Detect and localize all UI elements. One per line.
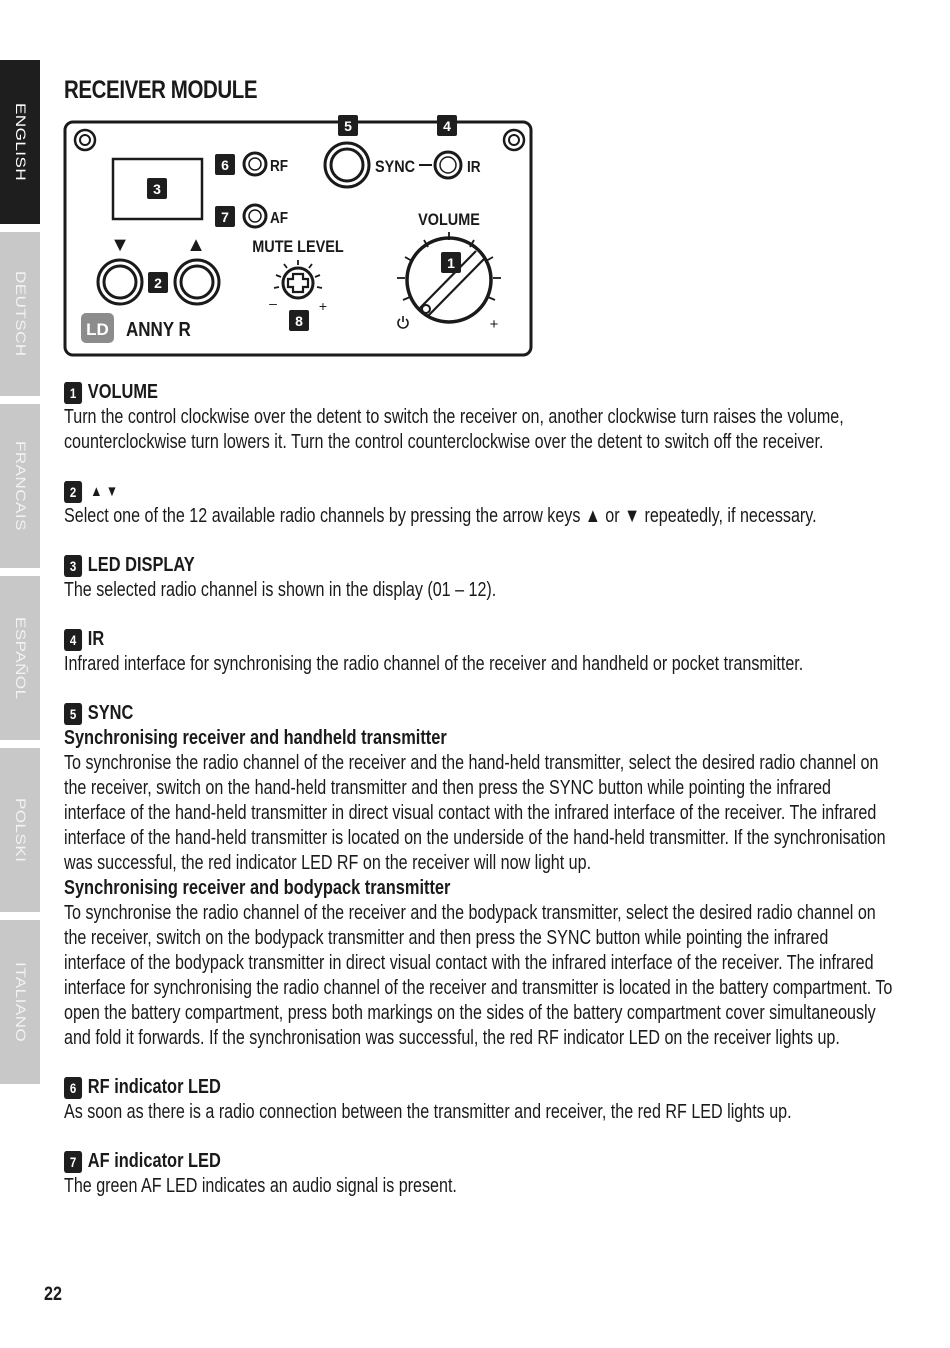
section-number-badge: 5 [64, 703, 82, 725]
section-ir [64, 627, 894, 677]
ir-label: IR [467, 159, 481, 177]
arrow-down-icon: ▼ [110, 234, 130, 256]
ir-sensor [435, 152, 461, 178]
tab-espanol[interactable] [0, 576, 40, 740]
section-title: LED DISPLAY [87, 554, 195, 576]
section-title: ▲ ▼ [90, 483, 119, 500]
section-heading [64, 553, 745, 578]
section-number-badge: 2 [64, 481, 82, 503]
brand-logo-text: LD [86, 320, 109, 339]
tab-polski[interactable] [0, 748, 40, 912]
badge-1-label: 1 [447, 255, 455, 271]
tab-francais-label: FRANCAIS [12, 441, 28, 531]
section-af-led [64, 1149, 894, 1199]
section-rf-led [64, 1075, 894, 1125]
section-heading [64, 1075, 745, 1100]
section-text: Turn the control clockwise over the detent to switch the receiver on, another clockwise turn raises the volume, counterclockwise turn lowers it. Turn the control counterclockwise over the detent to switch off the receiver. [64, 406, 844, 453]
section-heading [64, 479, 745, 504]
channel-up-button[interactable] [175, 260, 219, 304]
section-volume [64, 380, 894, 455]
af-led [244, 205, 266, 227]
badge-6-label: 6 [221, 157, 229, 173]
section-text: As soon as there is a radio connection between the transmitter and receiver, the red RF LED lights up. [64, 1101, 792, 1123]
badge-3-label: 3 [153, 181, 161, 197]
volume-knob[interactable] [397, 232, 501, 322]
arrow-up-icon: ▲ [186, 234, 206, 256]
tab-deutsch-label: DEUTSCH [12, 271, 28, 357]
screw-right-icon [504, 130, 524, 150]
tab-english-label: ENGLISH [12, 102, 28, 182]
badge-5-label: 5 [344, 118, 352, 134]
section-title: VOLUME [87, 381, 158, 403]
section-number-badge: 1 [64, 382, 82, 404]
page-number: 22 [44, 1284, 62, 1305]
section-heading [64, 1149, 745, 1174]
subsection-heading-handheld: Synchronising receiver and handheld transmitter [64, 727, 447, 749]
rf-led [244, 153, 266, 175]
section-heading [64, 627, 745, 652]
section-heading [64, 380, 745, 405]
af-label: AF [270, 210, 289, 228]
tab-polski-label: POLSKI [12, 797, 28, 863]
mute-level-label: MUTE LEVEL [252, 237, 344, 257]
page-title: RECEIVER MODULE [64, 76, 258, 104]
badge-8-label: 8 [295, 313, 303, 329]
mute-minus-label: – [269, 295, 277, 311]
section-text: Select one of the 12 available radio channels by pressing the arrow keys ▲ or ▼ repeatedly, if necessary. [64, 505, 817, 527]
receiver-module-diagram [62, 110, 536, 360]
rf-label: RF [270, 158, 289, 176]
section-number-badge: 4 [64, 629, 82, 651]
section-text: Infrared interface for synchronising the radio channel of the receiver and handheld or pocket transmitter. [64, 653, 804, 675]
section-number-badge: 6 [64, 1077, 82, 1099]
model-name: ANNY R [126, 317, 191, 341]
section-title: IR [87, 628, 105, 650]
badge-4-label: 4 [443, 118, 451, 134]
section-text: The selected radio channel is shown in the display (01 – 12). [64, 579, 497, 601]
sync-label: SYNC [375, 157, 416, 177]
volume-label: VOLUME [418, 210, 480, 230]
section-text: The green AF LED indicates an audio signal is present. [64, 1175, 457, 1197]
badge-7-label: 7 [221, 209, 229, 225]
tab-english[interactable] [0, 60, 40, 224]
section-number-badge: 7 [64, 1151, 82, 1173]
section-text-bodypack: To synchronise the radio channel of the receiver and the bodypack transmitter, select the desired radio channel on the receiver, switch on the bodypack transmitter and then press the SYNC button while pointing the infrared interface of the bodypack transmitter in direct visual contact with the infrared interface of the receiver. The infrared interface for synchronising the radio channel of the receiver and transmitter is located in the battery compartment. To open the battery compartment, press both markings on the sides of the battery compartment cover simultaneously and fold it forwards. If the synchronisation was successful, the red RF indicator LED on the receiver lights up. [64, 902, 893, 1049]
tab-italiano-label: ITALIANO [12, 961, 28, 1043]
section-text-handheld: To synchronise the radio channel of the receiver and the hand-held transmitter, select the desired radio channel on the receiver, switch on the hand-held transmitter and then press the SYNC button while pointing the infrared interface of the hand-held transmitter in direct visual contact with the infrared interface of the receiver. The infrared interface of the hand-held transmitter is located on the underside of the hand-held transmitter. If the synchronisation was successful, the red indicator LED RF on the receiver will now light up. [64, 752, 886, 874]
tab-espanol-label: ESPAÑOL [12, 616, 28, 700]
section-title: SYNC [87, 702, 134, 724]
sync-button[interactable] [325, 143, 369, 187]
screw-left-icon [75, 130, 95, 150]
volume-plus-label: + [489, 316, 499, 333]
section-arrows [64, 479, 894, 529]
section-heading [64, 701, 745, 726]
mute-plus-label: + [318, 298, 328, 314]
subsection-heading-bodypack: Synchronising receiver and bodypack transmitter [64, 877, 451, 899]
section-led-display [64, 553, 894, 603]
power-icon [398, 316, 408, 328]
content [64, 380, 894, 1199]
section-sync [64, 701, 894, 1051]
channel-down-button[interactable] [98, 260, 142, 304]
tab-italiano[interactable] [0, 920, 40, 1084]
badge-2-label: 2 [154, 275, 162, 291]
section-title: AF indicator LED [87, 1150, 221, 1172]
tab-deutsch[interactable] [0, 232, 40, 396]
section-title: RF indicator LED [87, 1076, 221, 1098]
mute-level-trimmer[interactable] [274, 260, 322, 298]
section-number-badge: 3 [64, 555, 82, 577]
tab-francais[interactable] [0, 404, 40, 568]
